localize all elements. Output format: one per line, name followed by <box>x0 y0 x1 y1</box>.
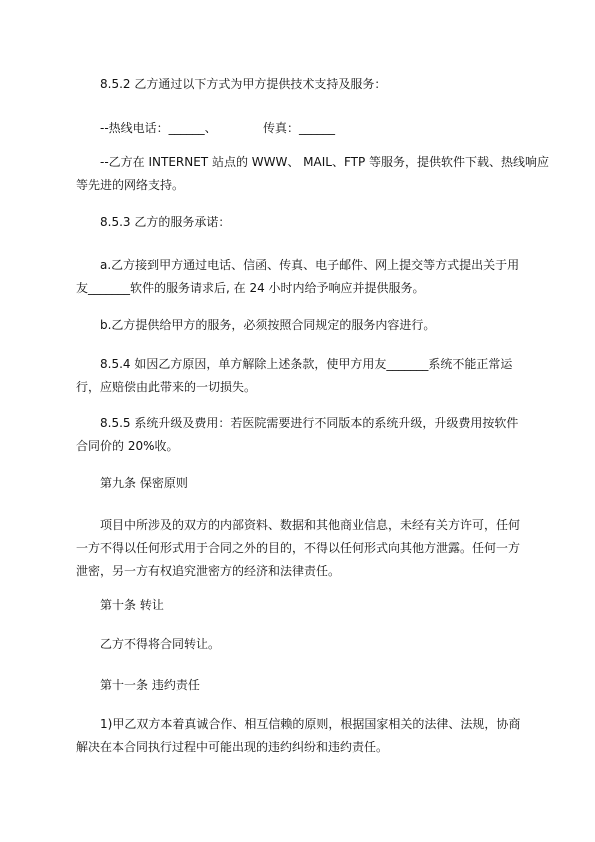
article-10-body: 乙方不得将合同转让。 <box>100 637 221 651</box>
internet-support-paragraph: --乙方在 INTERNET 站点的 WWW、 MAIL、FTP 等服务，提供软件下载、热线响应 等先进的网络支持。 <box>76 155 550 192</box>
article-10-heading: 第十条 转让 <box>100 598 164 612</box>
clause-8-5-4: 8.5.4 如因乙方原因，单方解除上述条款，使甲方用友_______系统不能正常运 行，应赔偿由此带来的一切损失。 <box>76 357 513 394</box>
hotline-field: --热线电话：______、 <box>100 121 217 135</box>
article-11-heading: 第十一条 违约责任 <box>100 678 200 692</box>
clause-8-5-3: 8.5.3 乙方的服务承诺： <box>100 215 231 229</box>
clause-8-5-5: 8.5.5 系统升级及费用：若医院需要进行不同版本的系统升级，升级费用按软件 合同价的 20%收。 <box>76 416 519 453</box>
article-11-body: 1)甲乙双方本着真诚合作、相互信赖的原则，根据国家相关的法律、法规，协商 解决在本合同执行过程中可能出现的违约纠纷和违约责任。 <box>76 717 521 754</box>
commitment-a-paragraph: a.乙方接到甲方通过电话、信函、传真、电子邮件、网上提交等方式提出关于用 友_______软件的服务请求后, 在 24 小时内给予响应并提供服务。 <box>76 258 520 295</box>
article-9-heading: 第九条 保密原则 <box>100 476 188 490</box>
fax-field: 传真：______ <box>263 121 336 135</box>
commitment-b-paragraph: b.乙方提供给甲方的服务，必须按照合同规定的服务内容进行。 <box>100 318 436 332</box>
article-9-body: 项目中所涉及的双方的内部资料、数据和其他商业信息，未经有关方许可，任何 一方不得以任何形式用于合同之外的目的，不得以任何形式向其他方泄露。任何一方 泄密，另一方有权追究泄密方的经济和法律责任。 <box>76 518 521 578</box>
clause-8-5-2: 8.5.2 乙方通过以下方式为甲方提供技术支持及服务： <box>100 77 387 91</box>
